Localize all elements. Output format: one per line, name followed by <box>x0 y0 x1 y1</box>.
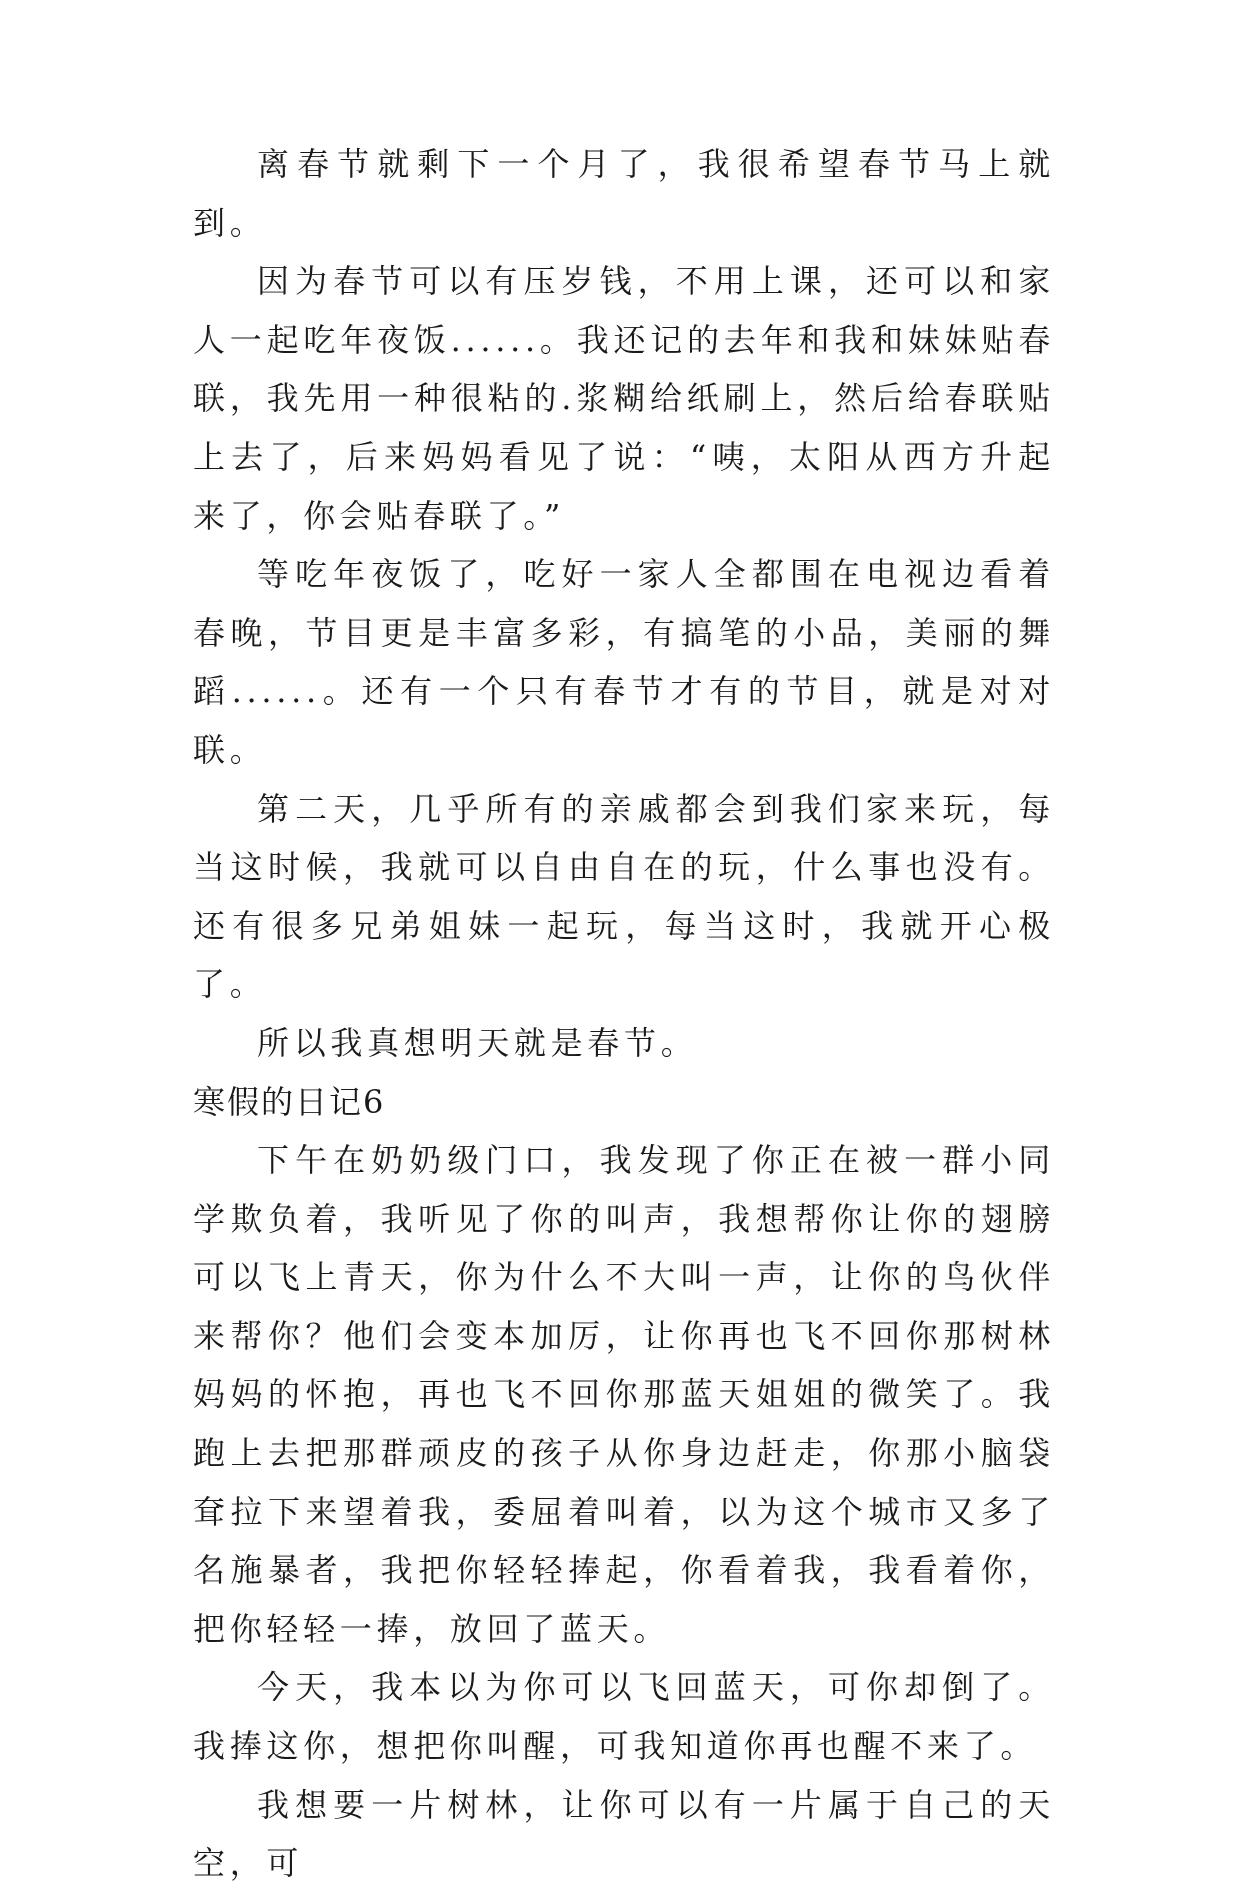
paragraph-couplets: 因为春节可以有压岁钱，不用上课，还可以和家人一起吃年夜饭......。我还记的去年和我和妹妹贴春联，我先用一种很粘的.浆糊给纸刷上，然后给春联贴上去了，后来妈妈看见了说：“咦，太阳从西方升起来了，你会贴春联了。” <box>193 262 1055 535</box>
paragraph-wish-tomorrow: 所以我真想明天就是春节。 <box>257 1023 698 1062</box>
paragraph-bird-rescue: 下午在奶奶级门口，我发现了你正在被一群小同学欺负着，我听见了你的叫声，我想帮你让你的翅膀可以飞上青天，你为什么不大叫一声，让你的鸟伙伴来帮你？他们会变本加厉，让你再也飞不回你那树林妈妈的怀抱，再也飞不回你那蓝天姐姐的微笑了。我跑上去把那群顽皮的孩子从你身边赶走，你那小脑袋耷拉下来望着我，委屈着叫着，以为这个城市又多了名施暴者，我把你轻轻捧起，你看着我，我看着你，把你轻轻一捧，放回了蓝天。 <box>193 1141 1055 1648</box>
paragraph-bird-fallen: 今天，我本以为你可以飞回蓝天，可你却倒了。我捧这你，想把你叫醒，可我知道你再也醒不来了。 <box>193 1668 1055 1766</box>
paragraph-relatives: 第二天，几乎所有的亲戚都会到我们家来玩，每当这时候，我就可以自由自在的玩，什么事也没有。还有很多兄弟姐妹一起玩，每当这时，我就开心极了。 <box>193 789 1055 1004</box>
document-page <box>193 135 1055 1893</box>
paragraph-forest-wish: 我想要一片树林，让你可以有一片属于自己的天空，可 <box>193 1785 1055 1883</box>
paragraph-new-year-eve: 等吃年夜饭了，吃好一家人全都围在电视边看着春晚，节目更是丰富多彩，有搞笔的小品，美丽的舞蹈......。还有一个只有春节才有的节目，就是对对联。 <box>193 555 1055 769</box>
section-heading: 寒假的日记6 <box>193 1082 386 1121</box>
paragraph-spring-wish: 离春节就剩下一个月了，我很希望春节马上就到。 <box>193 145 1055 242</box>
